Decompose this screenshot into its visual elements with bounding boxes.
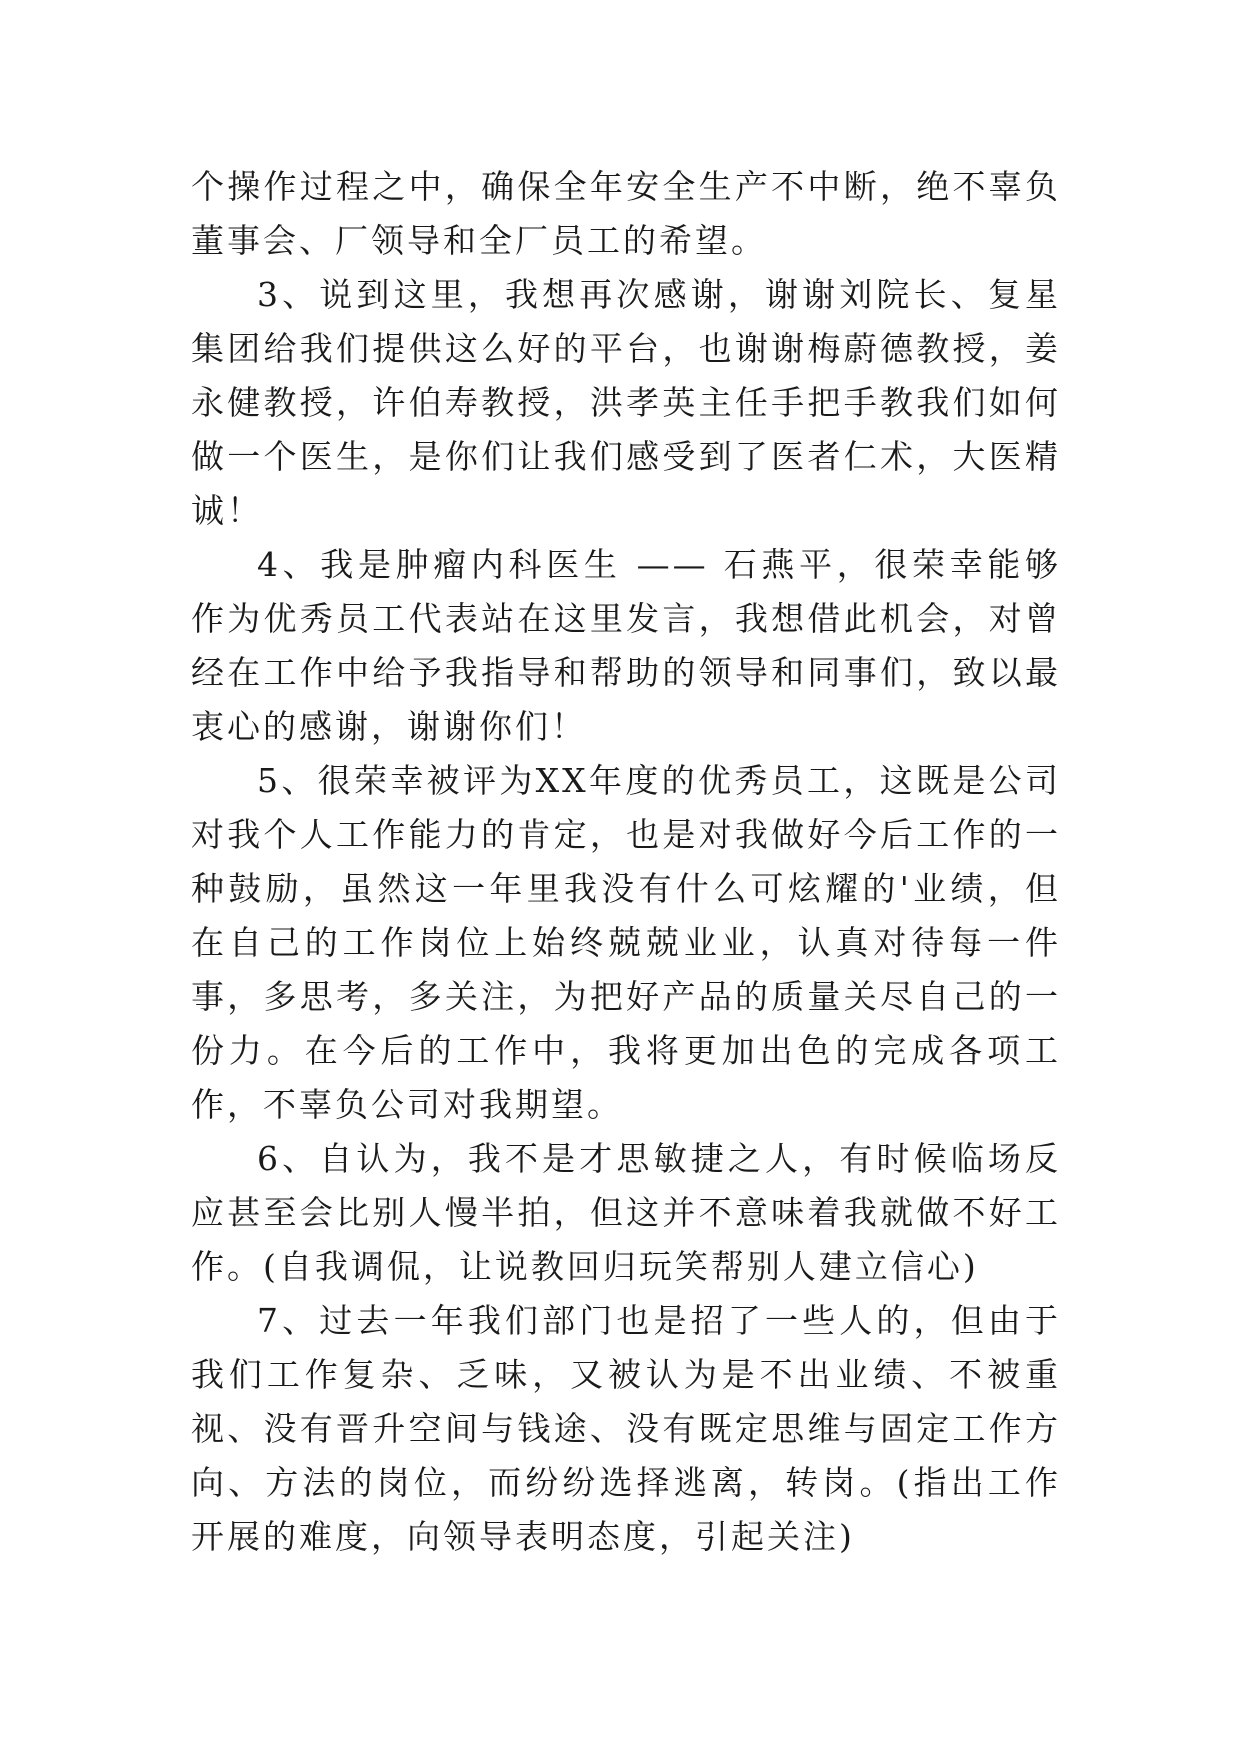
paragraph-5: 5、很荣幸被评为XX年度的优秀员工，这既是公司对我个人工作能力的肯定，也是对我做好今后工作的一种鼓励，虽然这一年里我没有什么可炫耀的'业绩，但在自己的工作岗位上始终兢兢业业，认真对待每一件事，多思考，多关注，为把好产品的质量关尽自己的一份力。在今后的工作中，我将更加出色的完成各项工作，不辜负公司对我期望。 xyxy=(191,761,1061,1124)
document-body xyxy=(191,160,1061,1564)
paragraph-continuation: 个操作过程之中，确保全年安全生产不中断，绝不辜负董事会、厂领导和全厂员工的希望。 xyxy=(191,167,1061,260)
paragraph-6: 6、自认为，我不是才思敏捷之人，有时候临场反应甚至会比别人慢半拍，但这并不意味着我就做不好工作。(自我调侃，让说教回归玩笑帮别人建立信心) xyxy=(191,1139,1061,1286)
paragraph-3: 3、说到这里，我想再次感谢，谢谢刘院长、复星集团给我们提供这么好的平台，也谢谢梅蔚德教授，姜永健教授，许伯寿教授，洪孝英主任手把手教我们如何做一个医生，是你们让我们感受到了医者仁术，大医精诚！ xyxy=(191,275,1061,530)
paragraph-4: 4、我是肿瘤内科医生 —— 石燕平，很荣幸能够作为优秀员工代表站在这里发言，我想借此机会，对曾经在工作中给予我指导和帮助的领导和同事们，致以最衷心的感谢，谢谢你们！ xyxy=(191,545,1061,746)
paragraph-7: 7、过去一年我们部门也是招了一些人的，但由于我们工作复杂、乏味，又被认为是不出业绩、不被重视、没有晋升空间与钱途、没有既定思维与固定工作方向、方法的岗位，而纷纷选择逃离，转岗。(指出工作开展的难度，向领导表明态度，引起关注) xyxy=(191,1301,1061,1556)
